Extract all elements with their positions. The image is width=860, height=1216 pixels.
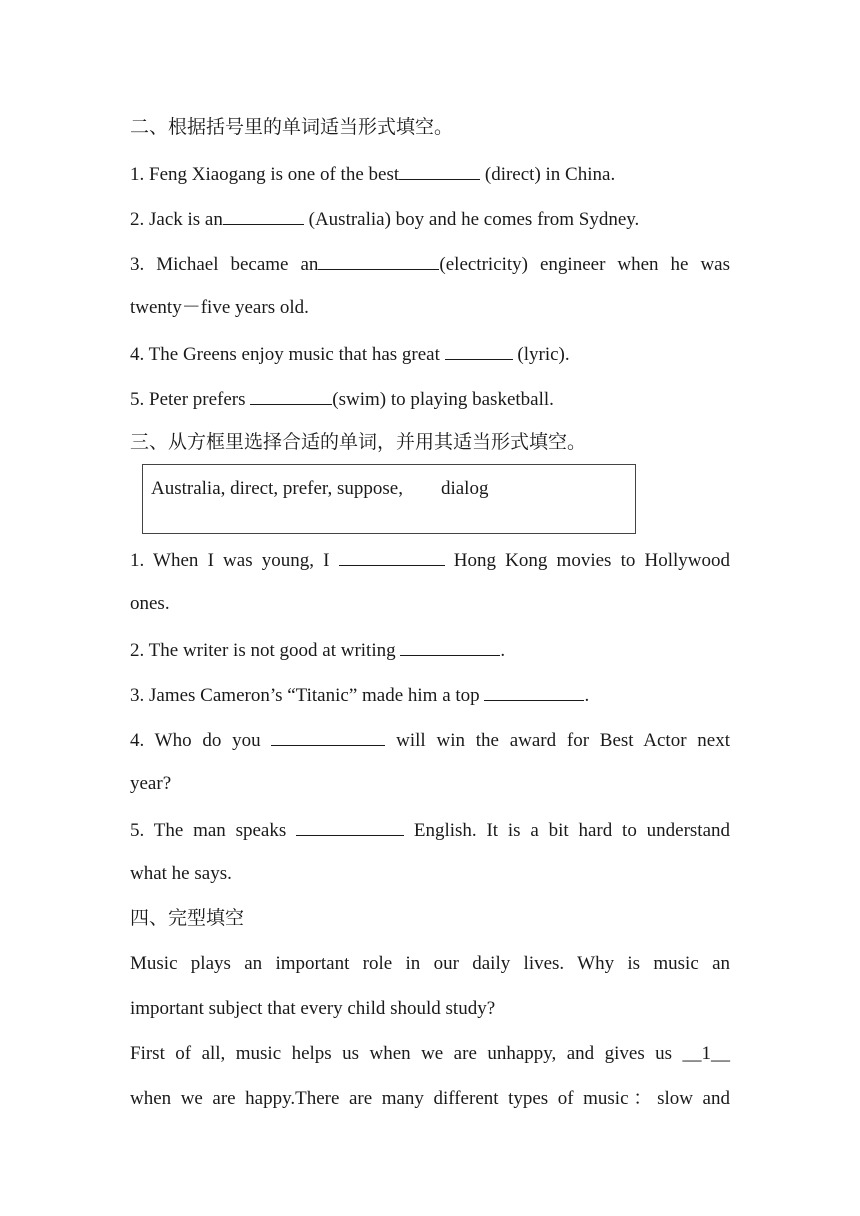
passage-paragraph-1-line-2: important subject that every child should study?	[130, 998, 496, 1019]
s2-q5-text-before: 5. Peter prefers	[130, 389, 251, 410]
s2-q4-text-before: 4. The Greens enjoy music that has great	[130, 344, 445, 365]
s3-q4-text-before: 4. Who do you	[130, 730, 272, 751]
s3-q4-text-after: will win the award for Best Actor next	[385, 730, 731, 751]
s3-q2-text-after: .	[500, 640, 506, 661]
s3-q3-text-after: .	[584, 685, 590, 706]
s2-q3-text-after: (electricity) engineer when he was	[439, 254, 730, 275]
s3-q4-continuation: year?	[130, 773, 172, 794]
s2-q1-text-before: 1. Feng Xiaogang is one of the best	[130, 164, 400, 185]
section-3-heading: 三、从方框里选择合适的单词，并用其适当形式填空。	[130, 432, 587, 453]
s2-question-1	[130, 161, 615, 187]
s2-q2-blank[interactable]	[223, 206, 304, 225]
s2-q2-text-after: (Australia) boy and he comes from Sydney.	[303, 209, 640, 230]
s3-q4-blank[interactable]	[271, 727, 385, 746]
s2-q3-text-before: 3. Michael became an	[130, 254, 319, 275]
s3-q1-text-after: Hong Kong movies to Hollywood	[444, 550, 730, 571]
word-box-words: Australia, direct, prefer, suppose, dialog	[151, 478, 489, 499]
s2-question-3	[130, 251, 730, 277]
s3-q1-continuation: ones.	[130, 593, 170, 614]
s3-question-4	[130, 727, 730, 753]
s3-q2-blank[interactable]	[400, 637, 500, 656]
s2-q3-blank[interactable]	[318, 251, 439, 270]
s2-q5-text-after: (swim) to playing basketball.	[332, 389, 554, 410]
s2-question-2	[130, 206, 639, 232]
s3-q5-blank[interactable]	[296, 817, 404, 836]
s3-q5-text-after: English. It is a bit hard to understand	[404, 820, 730, 841]
s2-question-5	[130, 386, 554, 412]
s2-question-4	[130, 341, 570, 367]
s3-q2-text-before: 2. The writer is not good at writing	[130, 640, 401, 661]
s3-question-1	[130, 547, 730, 573]
s3-q5-text-before: 5. The man speaks	[130, 820, 297, 841]
s2-q4-text-after: (lyric).	[512, 344, 570, 365]
section-4-heading: 四、完型填空	[130, 908, 245, 929]
s2-q2-text-before: 2. Jack is an	[130, 209, 223, 230]
passage-paragraph-1-line-1: Music plays an important role in our daily lives. Why is music an	[130, 953, 730, 974]
s3-question-2	[130, 637, 505, 663]
passage-paragraph-2-line-2: when we are happy.There are many different types of music：slow and	[130, 1088, 730, 1109]
s3-q3-blank[interactable]	[484, 682, 584, 701]
passage-paragraph-2-line-1: First of all, music helps us when we are unhappy, and gives us __1__	[130, 1043, 730, 1064]
s2-q5-blank[interactable]	[250, 386, 332, 405]
s3-question-5	[130, 817, 730, 843]
s3-q3-text-before: 3. James Cameron’s “Titanic” made him a top	[130, 685, 485, 706]
s3-q5-continuation: what he says.	[130, 863, 232, 884]
s2-q3-continuation: twenty－five years old.	[130, 297, 309, 318]
s2-q4-blank[interactable]	[445, 341, 513, 360]
s2-q1-blank[interactable]	[399, 161, 480, 180]
s2-q1-text-after: (direct) in China.	[480, 164, 616, 185]
s3-q1-text-before: 1. When I was young, I	[130, 550, 339, 571]
s3-q1-blank[interactable]	[339, 547, 445, 566]
word-box	[142, 464, 636, 534]
s3-question-3	[130, 682, 589, 708]
section-2-heading: 二、根据括号里的单词适当形式填空。	[130, 117, 454, 138]
